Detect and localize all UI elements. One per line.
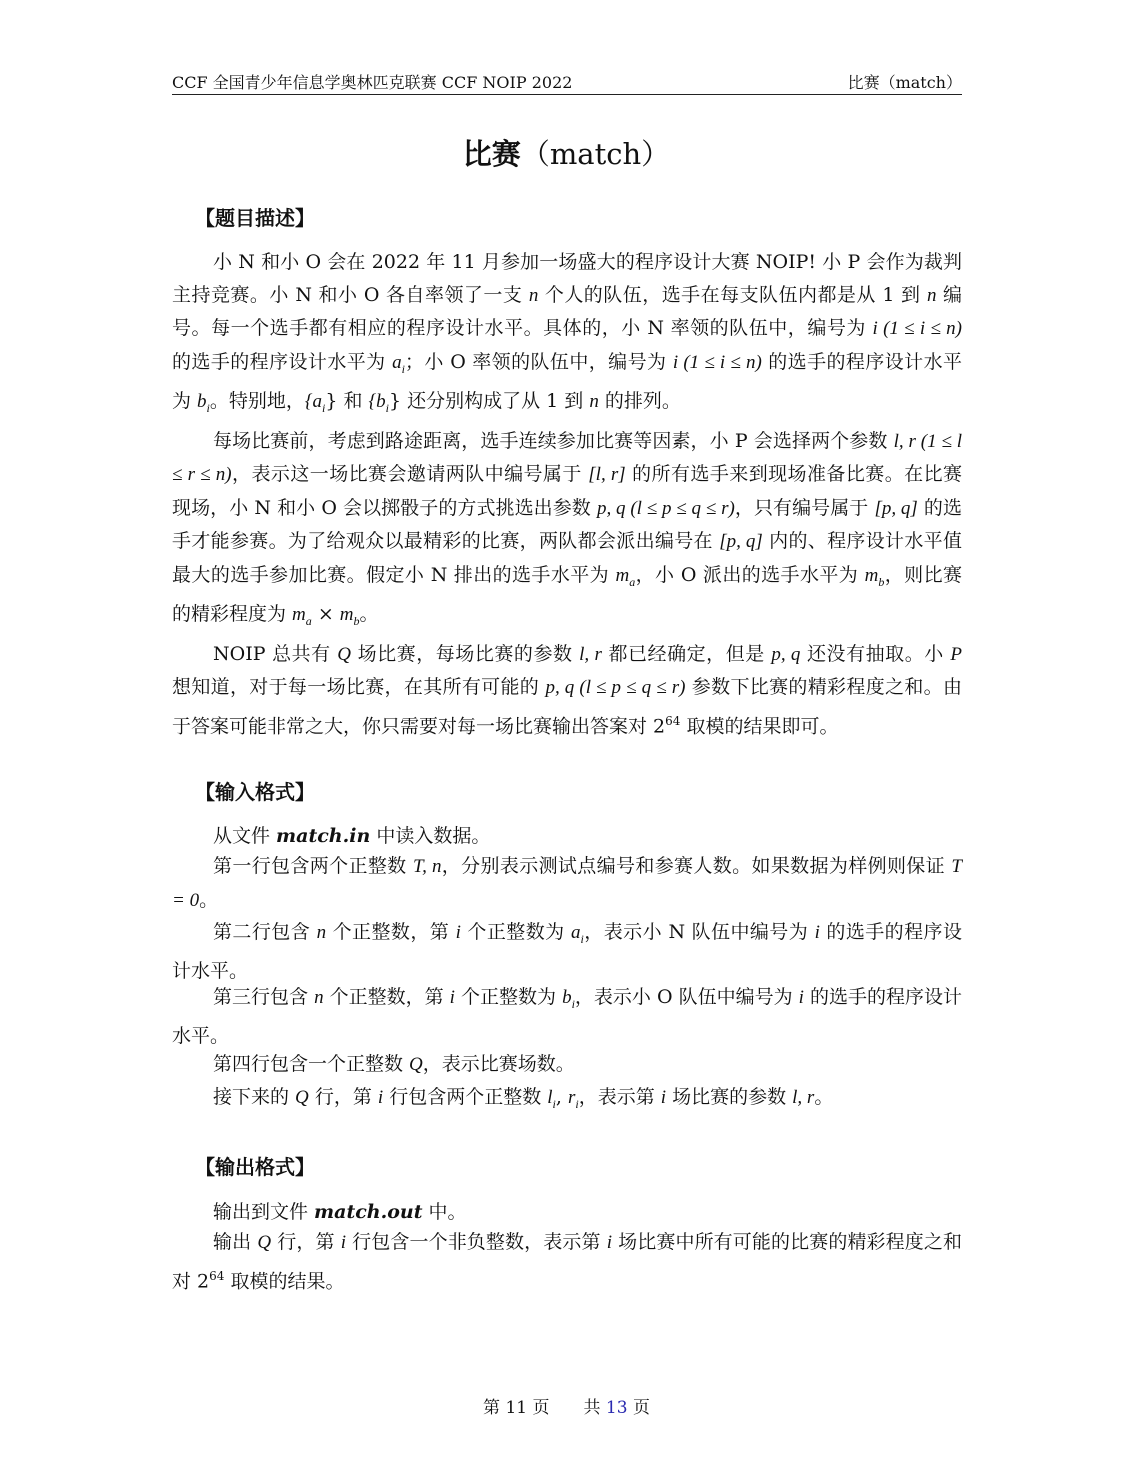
output-filename: match.out [314, 1201, 423, 1223]
output-line-2: 输出 Q 行，第 i 行包含一个非负整数，表示第 i 场比赛中所有可能的比赛的精彩程度之和对 $2^{64}$ 取模的结果。 [172, 1231, 962, 1292]
header-right: 比赛（match） [847, 73, 962, 92]
title-sub: （match） [520, 137, 671, 171]
page-footer: 第 11 页 共 13 页 [483, 1398, 650, 1418]
input-line-2: 第一行包含两个正整数 T, n，分别表示测试点编号和参赛人数。如果数据为样例则保证 T = 0。 [172, 855, 962, 911]
page-number: 11 [505, 1398, 528, 1418]
input-line-6: 接下来的 Q 行，第 i 行包含两个正整数 $l_i$, $r_i$，表示第 i 场比赛的参数 l, r。 [213, 1086, 834, 1111]
input-filename: match.in [276, 825, 371, 847]
total-pages-link[interactable]: 13 [605, 1398, 628, 1418]
input-line-4: 第三行包含 n 个正整数，第 i 个正整数为 $b_i$，表示小 O 队伍中编号为 i 的选手的程序设计水平。 [172, 986, 962, 1048]
description-paragraph-2: 每场比赛前，考虑到路途距离，选手连续参加比赛等因素，小 P 会选择两个参数 l, r (1 ≤ l ≤ r ≤ n)，表示这一场比赛会邀请两队中编号属于 [l, r] 的所有选手来到现场准备比赛。在比赛现场，小 N 和小 O 会以掷骰子的方式挑选出参数 p, q (l ≤ p ≤ q ≤ r)，只有编号属于 [p, q] 的选手才能参赛。为了给观众以最精彩的比赛，两队都会派出编号在 [p, q] 内的、程序设计水平值最大的选手参加比赛。假定小 N 排出的选手水平为 $m_a$，小 O 派出的选手水平为 $m_b$，则比赛的精彩程度为 $m_a \times m_b$。 [172, 429, 962, 629]
input-line-3: 第二行包含 n 个正整数，第 i 个正整数为 $a_i$，表示小 N 队伍中编号为 i 的选手的程序设计水平。 [172, 921, 962, 983]
section-output: 【输出格式】 [195, 1155, 315, 1179]
page-header [172, 70, 962, 95]
input-line-5: 第四行包含一个正整数 Q，表示比赛场数。 [213, 1053, 575, 1075]
section-description: 【题目描述】 [195, 206, 315, 230]
page-title [0, 132, 1133, 173]
description-body [172, 246, 962, 743]
description-paragraph-3: NOIP 总共有 Q 场比赛，每场比赛的参数 l, r 都已经确定，但是 p, q 还没有抽取。小 P 想知道，对于每一场比赛，在其所有可能的 p, q (l ≤ p ≤ q ≤ r) 参数下比赛的精彩程度之和。由于答案可能非常之大，你只需要对每一场比赛输出答案对 $2^{64}$ 取模的结果即可。 [172, 642, 962, 738]
description-paragraph-1: 小 N 和小 O 会在 2022 年 11 月参加一场盛大的程序设计大赛 NOIP! 小 P 会作为裁判主持竞赛。小 N 和小 O 各自率领了一支 n 个人的队伍，选手在每支队伍内都是从 1 到 n 编号。每一个选手都有相应的程序设计水平。具体的，小 N 率领的队伍中，编号为 i (1 ≤ i ≤ n) 的选手的程序设计水平为 $a_i$；小 O 率领的队伍中，编号为 i (1 ≤ i ≤ n) 的选手的程序设计水平为 $b_i$。特别地，$\{a_i\}$ 和 $\{b_i\}$ 还分别构成了从 1 到 n 的排列。 [172, 251, 962, 415]
input-line-1: 从文件 match.in 中读入数据。 [213, 825, 491, 847]
output-line-1: 输出到文件 match.out 中。 [213, 1201, 467, 1223]
header-left: CCF 全国青少年信息学奥林匹克联赛 CCF NOIP 2022 [172, 73, 573, 92]
section-input: 【输入格式】 [195, 780, 315, 804]
title-main: 比赛 [462, 137, 521, 171]
